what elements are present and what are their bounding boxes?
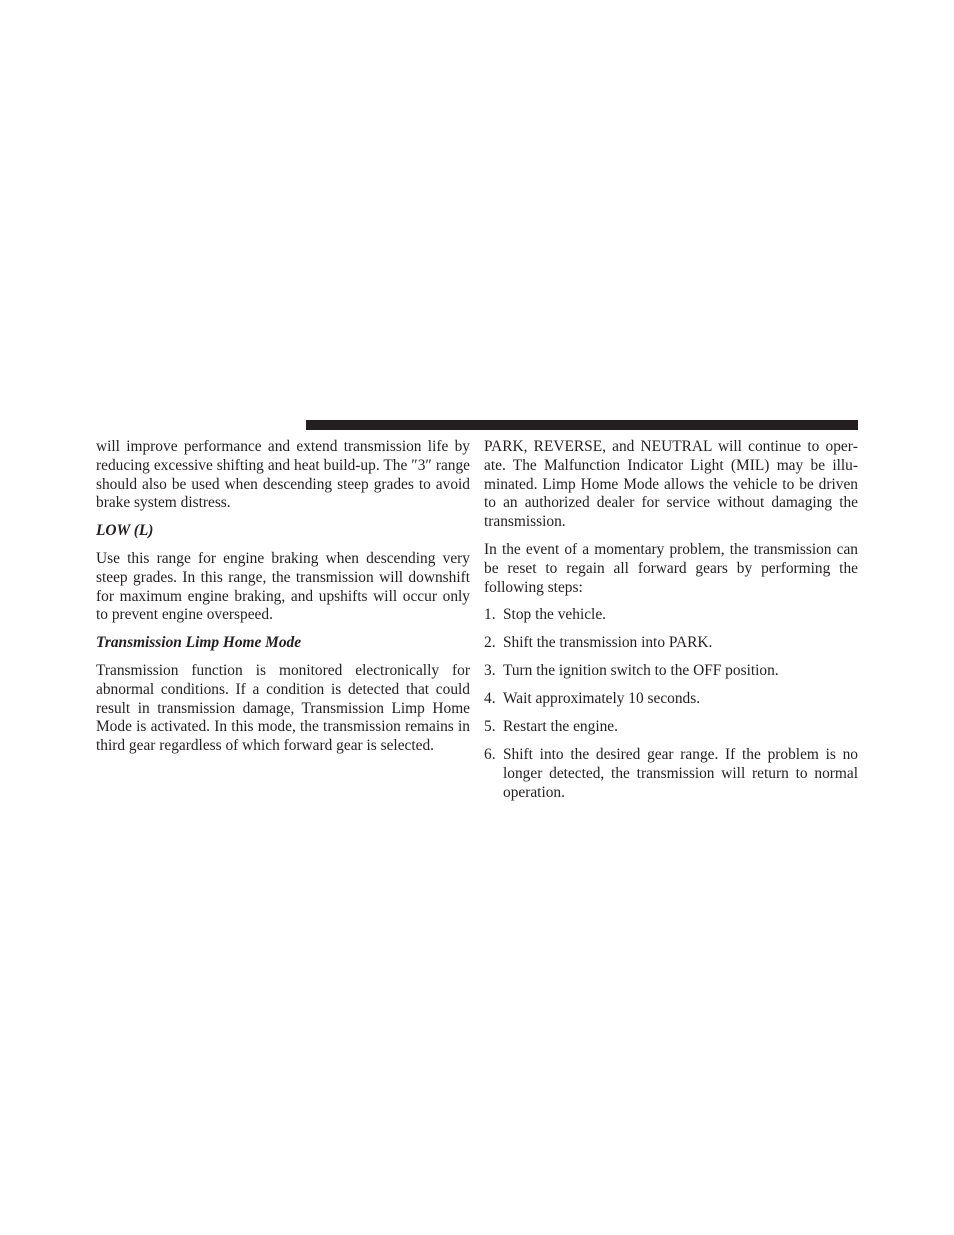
step-number: 4. <box>484 690 496 708</box>
list-item <box>484 690 858 709</box>
left-paragraph-2: Use this range for engine braking when descending very steep grades. In this range, the transmission will downshift for maximum engine braking, and upshifts will occur only to prevent engine overspeed. <box>96 549 470 624</box>
left-paragraph-1: will improve performance and extend transmission life by reducing excessive shifting and heat build-up. The ″3″ range should also be used when descending steep grades to avoid brake system distress. <box>96 438 470 512</box>
step-number: 6. <box>484 746 496 764</box>
step-number: 2. <box>484 634 496 652</box>
step-text: Stop the vehicle. <box>503 606 607 624</box>
step-text: Restart the engine. <box>503 718 618 736</box>
list-item <box>484 634 858 653</box>
left-paragraph-3: Transmission function is monitored electronically for abnormal conditions. If a condition is detected that could result in transmission damage, Transmission Limp Home Mode is activated. In this mode, the transmission remains in third gear regardless of which forward gear is selected. <box>96 661 470 755</box>
left-column <box>96 438 470 765</box>
list-item <box>484 718 858 737</box>
right-paragraph-2: In the event of a momentary problem, the transmission can be reset to regain all forward gears by performing the following steps: <box>484 540 858 596</box>
step-number: 1. <box>484 606 496 624</box>
right-column <box>484 438 858 812</box>
reset-steps-list <box>484 606 858 802</box>
step-text: Shift the transmission into PARK. <box>503 634 713 652</box>
step-text: Shift into the desired gear range. If the problem is no longer detected, the transmission will return to normal operation. <box>503 746 858 801</box>
heading-low: LOW (L) <box>96 522 154 540</box>
list-item <box>484 662 858 681</box>
heading-limp-home-mode: Transmission Limp Home Mode <box>96 634 302 652</box>
right-paragraph-1: PARK, REVERSE, and NEUTRAL will continue to operate. The Malfunction Indicator Light (MIL) may be illuminated. Limp Home Mode allows the vehicle to be driven to an authorized dealer for service without damaging the transmission. <box>484 438 858 531</box>
step-text: Wait approximately 10 seconds. <box>503 690 701 708</box>
list-item <box>484 746 858 802</box>
step-number: 3. <box>484 662 496 680</box>
step-number: 5. <box>484 718 496 736</box>
list-item <box>484 606 858 625</box>
step-text: Turn the ignition switch to the OFF position. <box>503 662 779 680</box>
header-rule <box>306 420 858 430</box>
